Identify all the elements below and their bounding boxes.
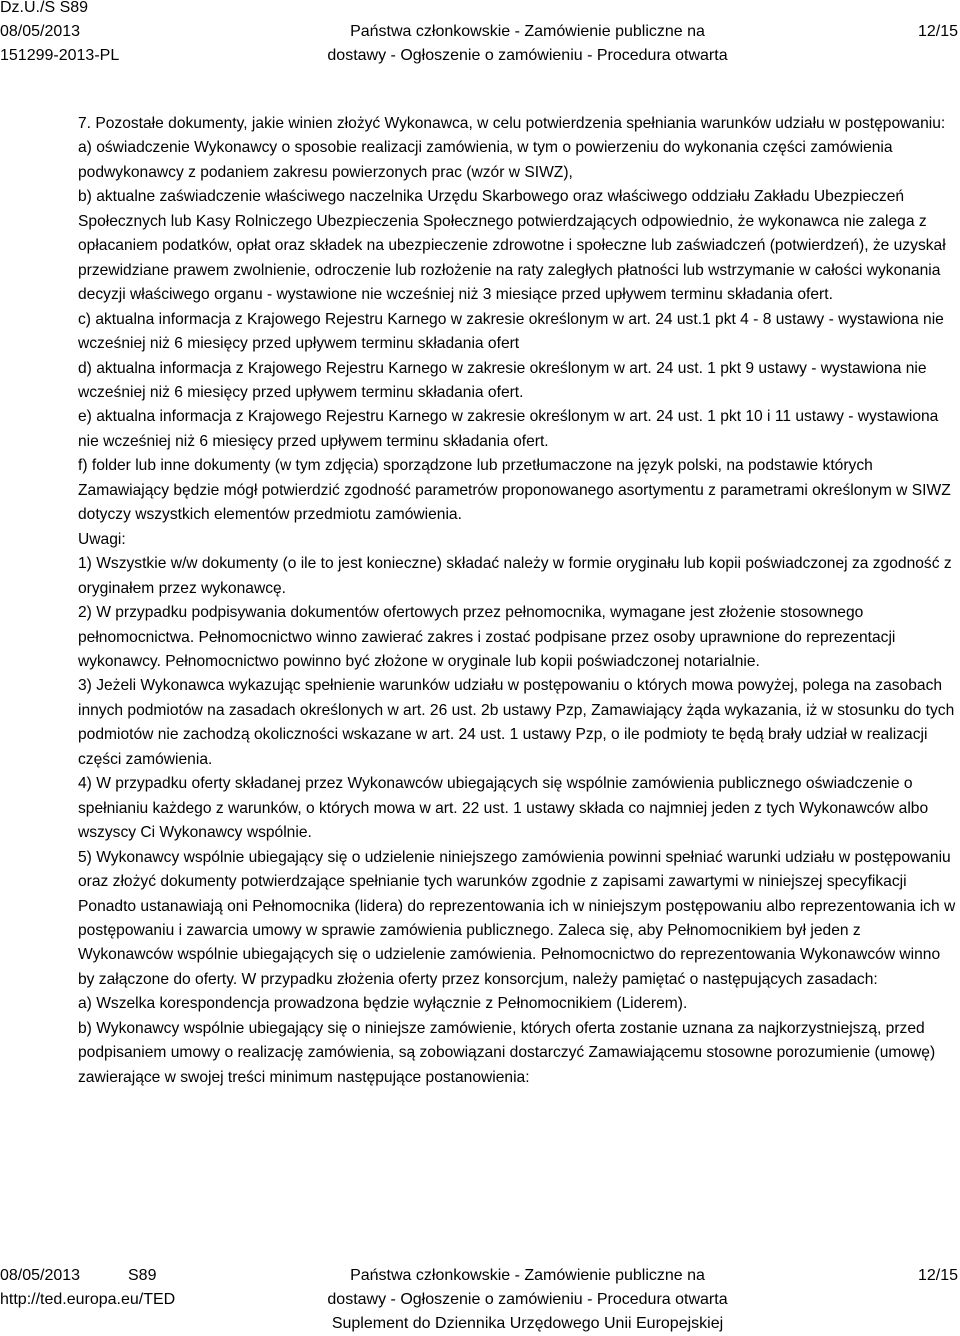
- note-2: 2) W przypadku podpisywania dokumentów ofertowych przez pełnomocnika, wymagane jest złożenie stosownego pełnomocnictwa. Pełnomocnictwo winno zawierać zakres i zostać podpisane przez osoby uprawnione do reprezentacji wykonawcy. Pełnomocnictwo powinno być złożone w oryginale lub kopii poświadczonej notarialnie.: [78, 604, 896, 670]
- paragraph-f: f) folder lub inne dokumenty (w tym zdjęcia) sporządzone lub przetłumaczone na język polski, na podstawie których Zamawiający będzie mógł potwierdzić zgodność parametrów proponowanego asortymentu z parametrami określonym w SIWZ dotyczy wszystkich elementów przedmiotu zamówienia.: [78, 457, 951, 524]
- consortium-rule-b: b) Wykonawcy wspólnie ubiegający się o niniejsze zamówienie, których oferta zostanie uznana za najkorzystniejszą, przed podpisaniem umowy o realizację zamówienia, są zobowiązani dostarczyć Zamawiającemu stosowne porozumienie (umowę) zawierające w swojej treści minimum następujące postanowienia:: [78, 1019, 936, 1086]
- page-footer: [0, 1262, 960, 1334]
- header-date: 08/05/2013: [0, 23, 81, 40]
- footer-page-number: 12/15: [917, 1267, 958, 1284]
- notes-heading: Uwagi:: [78, 530, 126, 548]
- paragraph-b: b) aktualne zaświadczenie właściwego naczelnika Urzędu Skarbowego oraz właściwego oddziału Zakładu Ubezpieczeń Społecznych lub Kasy Rolniczego Ubezpieczenia Społecznego potwierdzających odpowiednio, że wykonawca nie zalega z opłacaniem podatków, opłat oraz składek na ubezpieczenie zdrowotne i społeczne lub zaświadczeń (potwierdzeń), że uzyskał przewidziane prawem zwolnienie, odroczenie lub rozłożenie na raty zaległych płatności lub wstrzymanie w całości wykonania decyzji właściwego organu - wystawione nie wcześniej niż 3 miesiące przed upływem terminu składania ofert.: [78, 188, 946, 304]
- header-page-number: 12/15: [917, 23, 958, 40]
- consortium-rule-a: a) Wszelka korespondencja prowadzona będzie wyłącznie z Pełnomocnikiem (Liderem).: [78, 995, 688, 1013]
- document-id: 151299-2013-PL: [0, 47, 120, 64]
- footer-date: 08/05/2013: [0, 1267, 81, 1284]
- paragraph-7: 7. Pozostałe dokumenty, jakie winien złożyć Wykonawca, w celu potwierdzenia spełniania warunków udziału w postępowaniu:: [78, 115, 946, 132]
- paragraph-a: a) oświadczenie Wykonawcy o sposobie realizacji zamówienia, w tym o powierzeniu do wykonania części zamówienia podwykonawcy z podaniem zakresu powierzonych prac (wzór w SIWZ),: [78, 139, 893, 181]
- note-1: 1) Wszystkie w/w dokumenty (o ile to jest konieczne) składać należy w formie oryginału lub kopii poświadczonej za zgodność z oryginałem przez wykonawcę.: [78, 555, 952, 597]
- header-title-line-1: Państwa członkowskie - Zamówienie publiczne na: [350, 23, 705, 40]
- paragraph-e: e) aktualna informacja z Krajowego Rejestru Karnego w zakresie określonym w art. 24 ust. 1 pkt 10 i 11 ustawy - wystawiona nie wcześniej niż 6 miesięcy przed upływem terminu składania ofert.: [78, 408, 939, 450]
- note-5: 5) Wykonawcy wspólnie ubiegający się o udzielenie niniejszego zamówienia powinni spełniać warunki udziału w postępowaniu oraz złożyć dokumenty potwierdzające spełnianie tych warunków zgodnie z zapisami zawartymi w niniejszej specyfikacji Ponadto ustanawiają oni Pełnomocnika (lidera) do reprezentowania ich w niniejszym postępowaniu albo reprezentowania ich w postępowaniu i zawarcia umowy w sprawie zamówienia publicznego. Zaleca się, aby Pełnomocnikiem był jeden z Wykonawców wspólnie ubiegających się o udzielenie zamówienia. Pełnomocnictwo do reprezentowania Wykonawców winno by załączone do oferty. W przypadku złożenia oferty przez konsorcjum, należy pamiętać o następujących zasadach:: [78, 848, 956, 988]
- footer-title-line-2: dostawy - Ogłoszenie o zamówieniu - Procedura otwarta: [327, 1291, 728, 1308]
- footer-series: S89: [128, 1267, 157, 1284]
- note-4: 4) W przypadku oferty składanej przez Wykonawców ubiegających się wspólnie zamówienia publicznego oświadczenie o spełnianiu każdego z warunków, o których mowa w art. 22 ust. 1 ustawy składa co najmniej jeden z tych Wykonawców albo wszyscy Ci Wykonawcy wspólnie.: [78, 775, 929, 842]
- document-body: [78, 112, 956, 1090]
- paragraph-c: c) aktualna informacja z Krajowego Rejestru Karnego w zakresie określonym w art. 24 ust.1 pkt 4 - 8 ustawy - wystawiona nie wcześniej niż 6 miesięcy przed upływem terminu składania ofert: [78, 310, 944, 353]
- page-header: [0, 0, 960, 70]
- journal-code: Dz.U./S S89: [0, 0, 89, 16]
- header-title-line-2: dostawy - Ogłoszenie o zamówieniu - Procedura otwarta: [327, 47, 728, 64]
- note-3: 3) Jeżeli Wykonawca wykazując spełnienie warunków udziału w postępowaniu o których mowa powyżej, polega na zasobach innych podmiotów na zasadach określonych w art. 26 ust. 2b ustawy Pzp, Zamawiający żąda wykazania, iż w stosunku do tych podmiotów nie zachodzą okoliczności wskazane w art. 24 ust. 1 ustawy Pzp, o ile podmioty te będą brały udział w realizacji części zamówienia.: [78, 677, 955, 768]
- footer-title-line-1: Państwa członkowskie - Zamówienie publiczne na: [350, 1267, 705, 1284]
- footer-url-link[interactable]: http://ted.europa.eu/TED: [0, 1291, 176, 1308]
- paragraph-d: d) aktualna informacja z Krajowego Rejestru Karnego w zakresie określonym w art. 24 ust. 1 pkt 9 ustawy - wystawiona nie wcześniej niż 6 miesięcy przed upływem terminu składania ofert.: [78, 359, 927, 401]
- footer-title-line-3: Suplement do Dziennika Urzędowego Unii Europejskiej: [331, 1315, 724, 1332]
